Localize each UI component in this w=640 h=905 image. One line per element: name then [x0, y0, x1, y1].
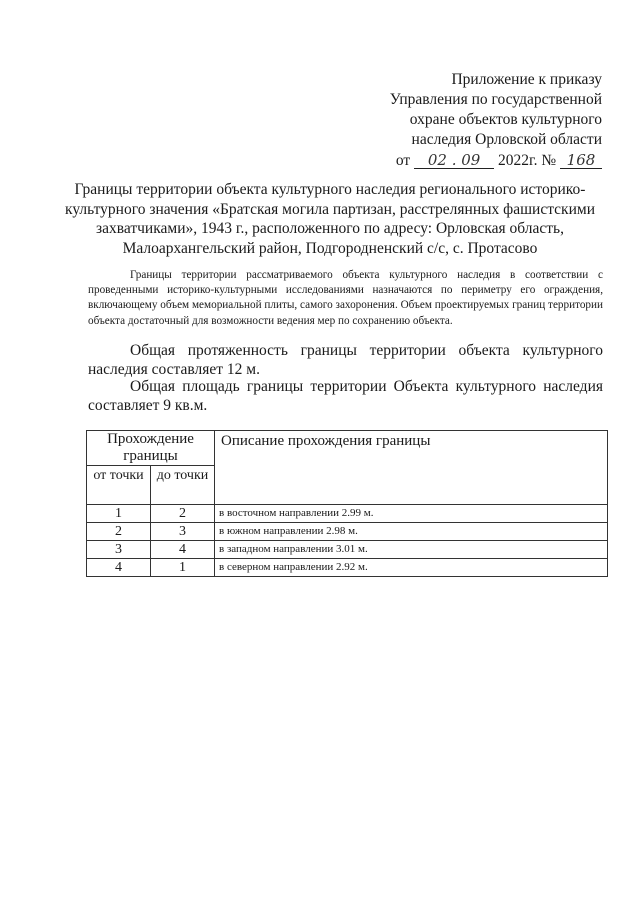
header-to-point: до точки	[151, 466, 215, 505]
cell-from-point: 4	[87, 559, 151, 577]
document-title: Границы территории объекта культурного наследия регионального историко-культурного значения «Братская могила партизан, расстрелянных фашистскими захватчиками», 1943 г., расположенного по адресу: Орловская область, Малоархангельский район, Подгородненский с/с, с. Протасово	[65, 181, 595, 257]
cell-from-point: 2	[87, 523, 151, 541]
cell-to-point: 1	[151, 559, 215, 577]
border-area-paragraph: Общая площадь границы территории Объекта культурного наследия составляет 9 кв.м.	[88, 378, 603, 414]
cell-to-point: 3	[151, 523, 215, 541]
appendix-line-4: наследия Орловской области	[411, 131, 602, 148]
cell-from-point: 1	[87, 505, 151, 523]
handwritten-date: 02 . 09	[414, 152, 494, 169]
table-header-row	[87, 431, 608, 466]
border-description-table	[86, 430, 608, 577]
appendix-line-3: охране объектов культурного	[409, 111, 602, 128]
appendix-line-1: Приложение к приказу	[451, 71, 602, 88]
cell-description: в южном направлении 2.98 м.	[215, 523, 608, 541]
cell-description: в восточном направлении 2.99 м.	[215, 505, 608, 523]
order-date-line	[302, 151, 602, 171]
table-row	[87, 505, 608, 523]
cell-description: в западном направлении 3.01 м.	[215, 541, 608, 559]
appendix-header	[302, 70, 602, 171]
cell-from-point: 3	[87, 541, 151, 559]
appendix-line-2: Управления по государственной	[389, 91, 602, 108]
cell-description: в северном направлении 2.92 м.	[215, 559, 608, 577]
header-border-passage: Прохождение границы	[87, 431, 215, 466]
border-length-paragraph: Общая протяженность границы территории объекта культурного наследия составляет 12 м.	[88, 342, 603, 378]
cell-to-point: 2	[151, 505, 215, 523]
year-number-label: 2022г. №	[497, 152, 557, 169]
date-prefix: от	[395, 152, 411, 169]
table-row	[87, 541, 608, 559]
intro-paragraph: Границы территории рассматриваемого объекта культурного наследия в соответствии с проведенными историко-культурными исследованиями назначаются по периметру его ограждения, включающему объем мемориальной плиты, самого захоронения. Объем проектируемых границ территории объекта достаточный для возможности ведения мер по сохранению объекта.	[88, 269, 603, 327]
table-row	[87, 523, 608, 541]
handwritten-order-number: 168	[560, 152, 602, 169]
cell-to-point: 4	[151, 541, 215, 559]
table-row	[87, 559, 608, 577]
header-from-point: от точки	[87, 466, 151, 505]
header-description: Описание прохождения границы	[215, 431, 608, 505]
